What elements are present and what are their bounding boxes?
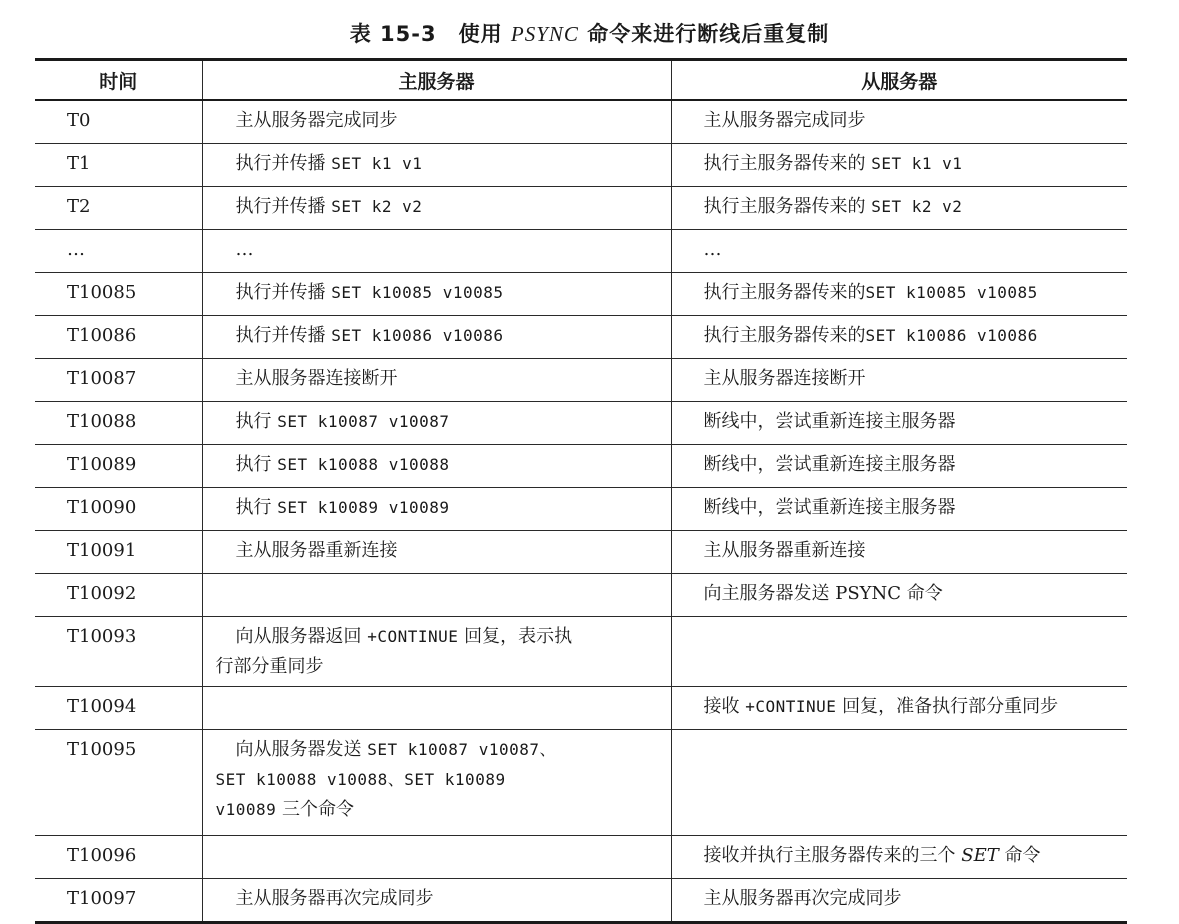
slave-command: SET k10085 v10085: [865, 283, 1038, 302]
master-text: …: [235, 239, 254, 260]
slave-command: SET: [961, 845, 999, 866]
table-row: [35, 531, 1127, 574]
master-command: SET k2 v2: [331, 197, 423, 216]
slave-cell: 主从服务器完成同步: [671, 100, 1127, 144]
master-text: 执行并传播: [235, 196, 332, 217]
master-command: SET k10086 v10086: [331, 326, 504, 345]
slave-text: 执行主服务器传来的: [703, 325, 866, 346]
table-row: [35, 836, 1127, 879]
slave-cell: 主从服务器再次完成同步: [671, 879, 1127, 923]
slave-command: SET k1 v1: [871, 154, 963, 173]
master-command: SET k10087 v10087: [277, 412, 450, 431]
table-row: [35, 879, 1127, 923]
slave-cell: [671, 273, 1127, 316]
master-text: 执行: [235, 411, 278, 432]
master-cell: [202, 730, 671, 836]
time-cell: T10093: [67, 626, 137, 647]
slave-text: 接收: [703, 696, 746, 717]
slave-text: 接收并执行主服务器传来的三个: [703, 845, 962, 866]
master-cell: [202, 836, 671, 879]
slave-text-tail: 回复，准备执行部分重同步: [836, 696, 1059, 717]
time-cell: T10086: [67, 325, 137, 346]
slave-text: 执行主服务器传来的: [703, 153, 872, 174]
time-cell: T0: [67, 110, 91, 131]
master-text: 主从服务器再次完成同步: [235, 888, 434, 909]
slave-text-tail: 命令: [998, 845, 1041, 866]
master-text-line2: 行部分重同步: [215, 656, 324, 677]
slave-cell: 断线中，尝试重新连接主服务器: [671, 445, 1127, 488]
header-time: 时间: [99, 70, 138, 93]
master-command-line3: v10089: [215, 800, 277, 819]
master-text: 主从服务器完成同步: [235, 110, 398, 131]
table-row: [35, 230, 1127, 273]
slave-cell: [671, 144, 1127, 187]
table-row: [35, 187, 1127, 230]
table-row: [35, 445, 1127, 488]
slave-cell: 主从服务器重新连接: [671, 531, 1127, 574]
master-cell: [202, 187, 671, 230]
table-row: [35, 100, 1127, 144]
slave-cell: [671, 187, 1127, 230]
table-row: [35, 617, 1127, 687]
master-text: 执行并传播: [235, 325, 332, 346]
slave-cell: 向主服务器发送 PSYNC 命令: [671, 574, 1127, 617]
master-cell: [202, 488, 671, 531]
master-cell: [202, 273, 671, 316]
table-row: [35, 574, 1127, 617]
time-cell: T10097: [67, 888, 137, 909]
header-slave: 从服务器: [671, 60, 1127, 101]
slave-cell: [671, 316, 1127, 359]
caption-command: PSYNC: [510, 22, 579, 46]
master-text: 执行: [235, 454, 278, 475]
master-cell: [202, 687, 671, 730]
slave-command: SET k10086 v10086: [865, 326, 1038, 345]
master-text: 主从服务器重新连接: [235, 540, 398, 561]
master-text: 向从服务器发送: [235, 739, 368, 760]
master-cell: [202, 879, 671, 923]
slave-text: 执行主服务器传来的: [703, 196, 872, 217]
master-text: 执行: [235, 497, 278, 518]
master-command: SET k10087 v10087、: [367, 740, 556, 759]
master-cell: [202, 359, 671, 402]
table-row: [35, 359, 1127, 402]
table-row: [35, 402, 1127, 445]
table-row: [35, 730, 1127, 836]
table-row: [35, 273, 1127, 316]
header-row: [35, 60, 1127, 101]
master-command: SET k1 v1: [331, 154, 423, 173]
master-cell: [202, 617, 671, 687]
time-cell: T10094: [67, 696, 137, 717]
master-text: 执行并传播: [235, 153, 332, 174]
master-text: 主从服务器连接断开: [235, 368, 398, 389]
master-cell: [202, 100, 671, 144]
caption-prefix: 表 15-3 使用: [349, 22, 511, 46]
master-command: SET k10089 v10089: [277, 498, 450, 517]
master-cell: [202, 402, 671, 445]
table-row: [35, 687, 1127, 730]
master-command: SET k10085 v10085: [331, 283, 504, 302]
table-row: [35, 316, 1127, 359]
caption-suffix: 命令来进行断线后重复制: [578, 22, 830, 46]
time-cell: T1: [67, 153, 91, 174]
time-cell: T10095: [67, 739, 137, 760]
time-cell: T10092: [67, 583, 137, 604]
master-cell: [202, 574, 671, 617]
slave-text: 执行主服务器传来的: [703, 282, 866, 303]
psync-table: [35, 58, 1127, 924]
master-cell: [202, 316, 671, 359]
time-cell: T10087: [67, 368, 137, 389]
slave-cell: [671, 836, 1127, 879]
time-cell: …: [67, 239, 85, 260]
slave-command: SET k2 v2: [871, 197, 963, 216]
master-command: +CONTINUE: [367, 627, 459, 646]
master-command-line2: SET k10088 v10088、SET k10089: [215, 770, 506, 789]
time-cell: T10090: [67, 497, 137, 518]
time-cell: T2: [67, 196, 91, 217]
time-cell: T10089: [67, 454, 137, 475]
master-cell: [202, 445, 671, 488]
slave-command: +CONTINUE: [745, 697, 837, 716]
master-text: 执行并传播: [235, 282, 332, 303]
slave-cell: 断线中，尝试重新连接主服务器: [671, 488, 1127, 531]
master-text-tail: 三个命令: [276, 799, 355, 820]
master-text: 向从服务器返回: [235, 626, 368, 647]
table-caption: [0, 18, 1179, 48]
time-cell: T10088: [67, 411, 137, 432]
table-row: [35, 144, 1127, 187]
time-cell: T10096: [67, 845, 137, 866]
master-cell: [202, 230, 671, 273]
master-text-tail: 回复，表示执: [458, 626, 573, 647]
slave-cell: …: [671, 230, 1127, 273]
header-master: 主服务器: [202, 60, 671, 101]
master-command: SET k10088 v10088: [277, 455, 450, 474]
time-cell: T10091: [67, 540, 137, 561]
slave-cell: [671, 617, 1127, 687]
slave-cell: [671, 687, 1127, 730]
slave-cell: [671, 730, 1127, 836]
table-row: [35, 488, 1127, 531]
master-cell: [202, 531, 671, 574]
slave-cell: 主从服务器连接断开: [671, 359, 1127, 402]
slave-cell: 断线中，尝试重新连接主服务器: [671, 402, 1127, 445]
master-cell: [202, 144, 671, 187]
time-cell: T10085: [67, 282, 137, 303]
